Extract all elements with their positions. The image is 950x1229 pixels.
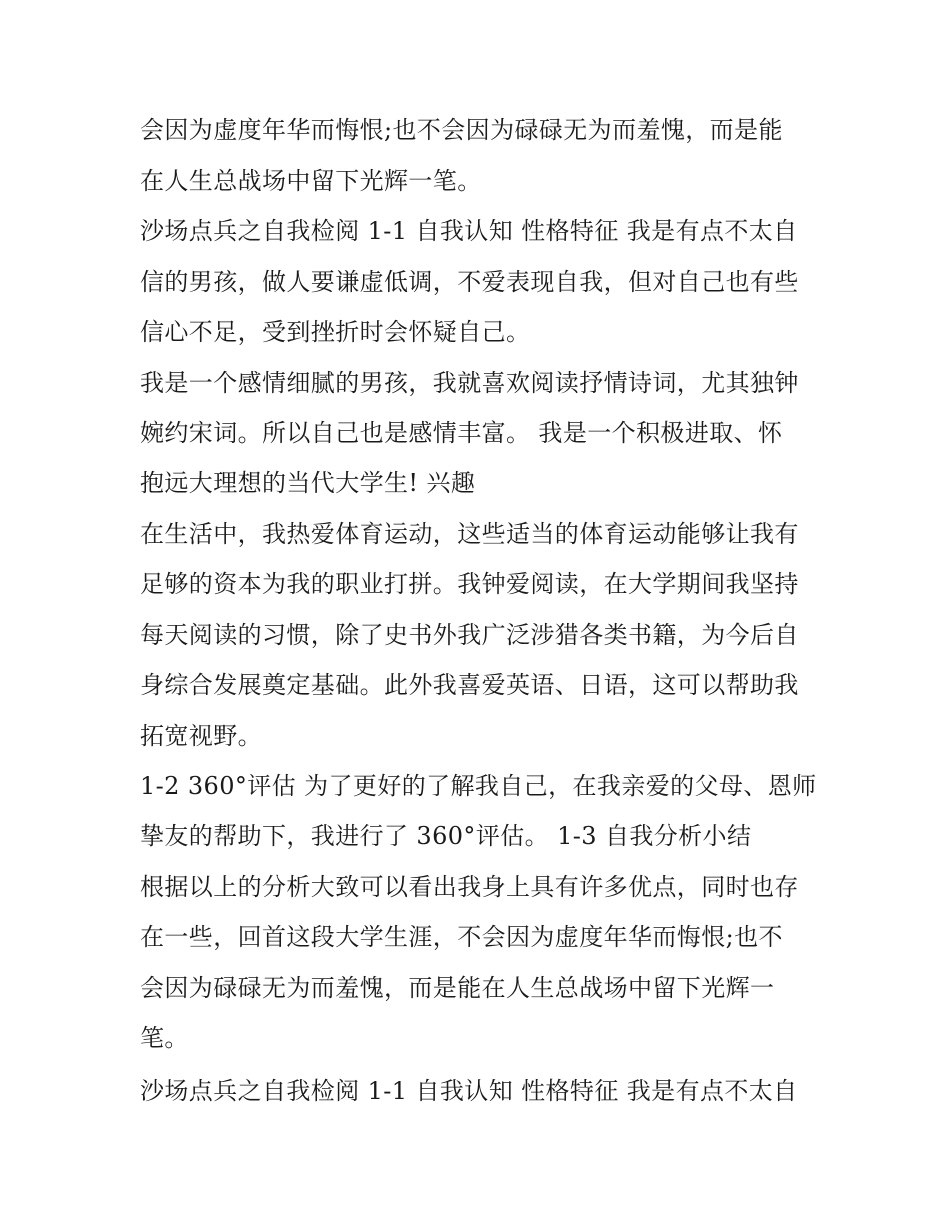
text-line: 抱远大理想的当代大学生! 兴趣 (140, 469, 476, 497)
text-line: 1-2 360°评估 为了更好的了解我自己，在我亲爱的父母、恩师 (140, 772, 817, 800)
text-line: 沙场点兵之自我检阅 1-1 自我认知 性格特征 我是有点不太自 (140, 1077, 798, 1105)
text-line: 在一些，回首这段大学生涯，不会因为虚度年华而悔恨;也不 (140, 923, 783, 951)
text-line: 在人生总战场中留下光辉一笔。 (140, 167, 482, 195)
text-line: 我是一个感情细腻的男孩，我就喜欢阅读抒情诗词，尤其独钟 (140, 369, 799, 397)
text-line: 会因为碌碌无为而羞愧，而是能在人生总战场中留下光辉一 (140, 974, 775, 1002)
text-line: 在生活中，我热爱体育运动，这些适当的体育运动能够让我有 (140, 520, 799, 548)
text-line: 身综合发展奠定基础。此外我喜爱英语、日语，这可以帮助我 (140, 671, 799, 699)
text-line: 挚友的帮助下，我进行了 360°评估。 1-3 自我分析小结 (140, 822, 752, 850)
text-line: 每天阅读的习惯，除了史书外我广泛涉猎各类书籍，为今后自 (140, 621, 799, 649)
text-line: 根据以上的分析大致可以看出我身上具有许多优点，同时也存 (140, 873, 799, 901)
text-line: 拓宽视野。 (140, 722, 262, 750)
text-line: 婉约宋词。所以自己也是感情丰富。 我是一个积极进取、怀 (140, 419, 783, 447)
text-line: 笔。 (140, 1024, 189, 1052)
text-line: 信心不足，受到挫折时会怀疑自己。 (140, 318, 531, 346)
text-line: 足够的资本为我的职业打拼。我钟爱阅读，在大学期间我坚持 (140, 570, 799, 598)
text-line: 信的男孩，做人要谦虚低调，不爱表现自我，但对自己也有些 (140, 268, 799, 296)
text-line: 会因为虚度年华而悔恨;也不会因为碌碌无为而羞愧，而是能 (140, 116, 783, 144)
text-line: 沙场点兵之自我检阅 1-1 自我认知 性格特征 我是有点不太自 (140, 217, 798, 245)
